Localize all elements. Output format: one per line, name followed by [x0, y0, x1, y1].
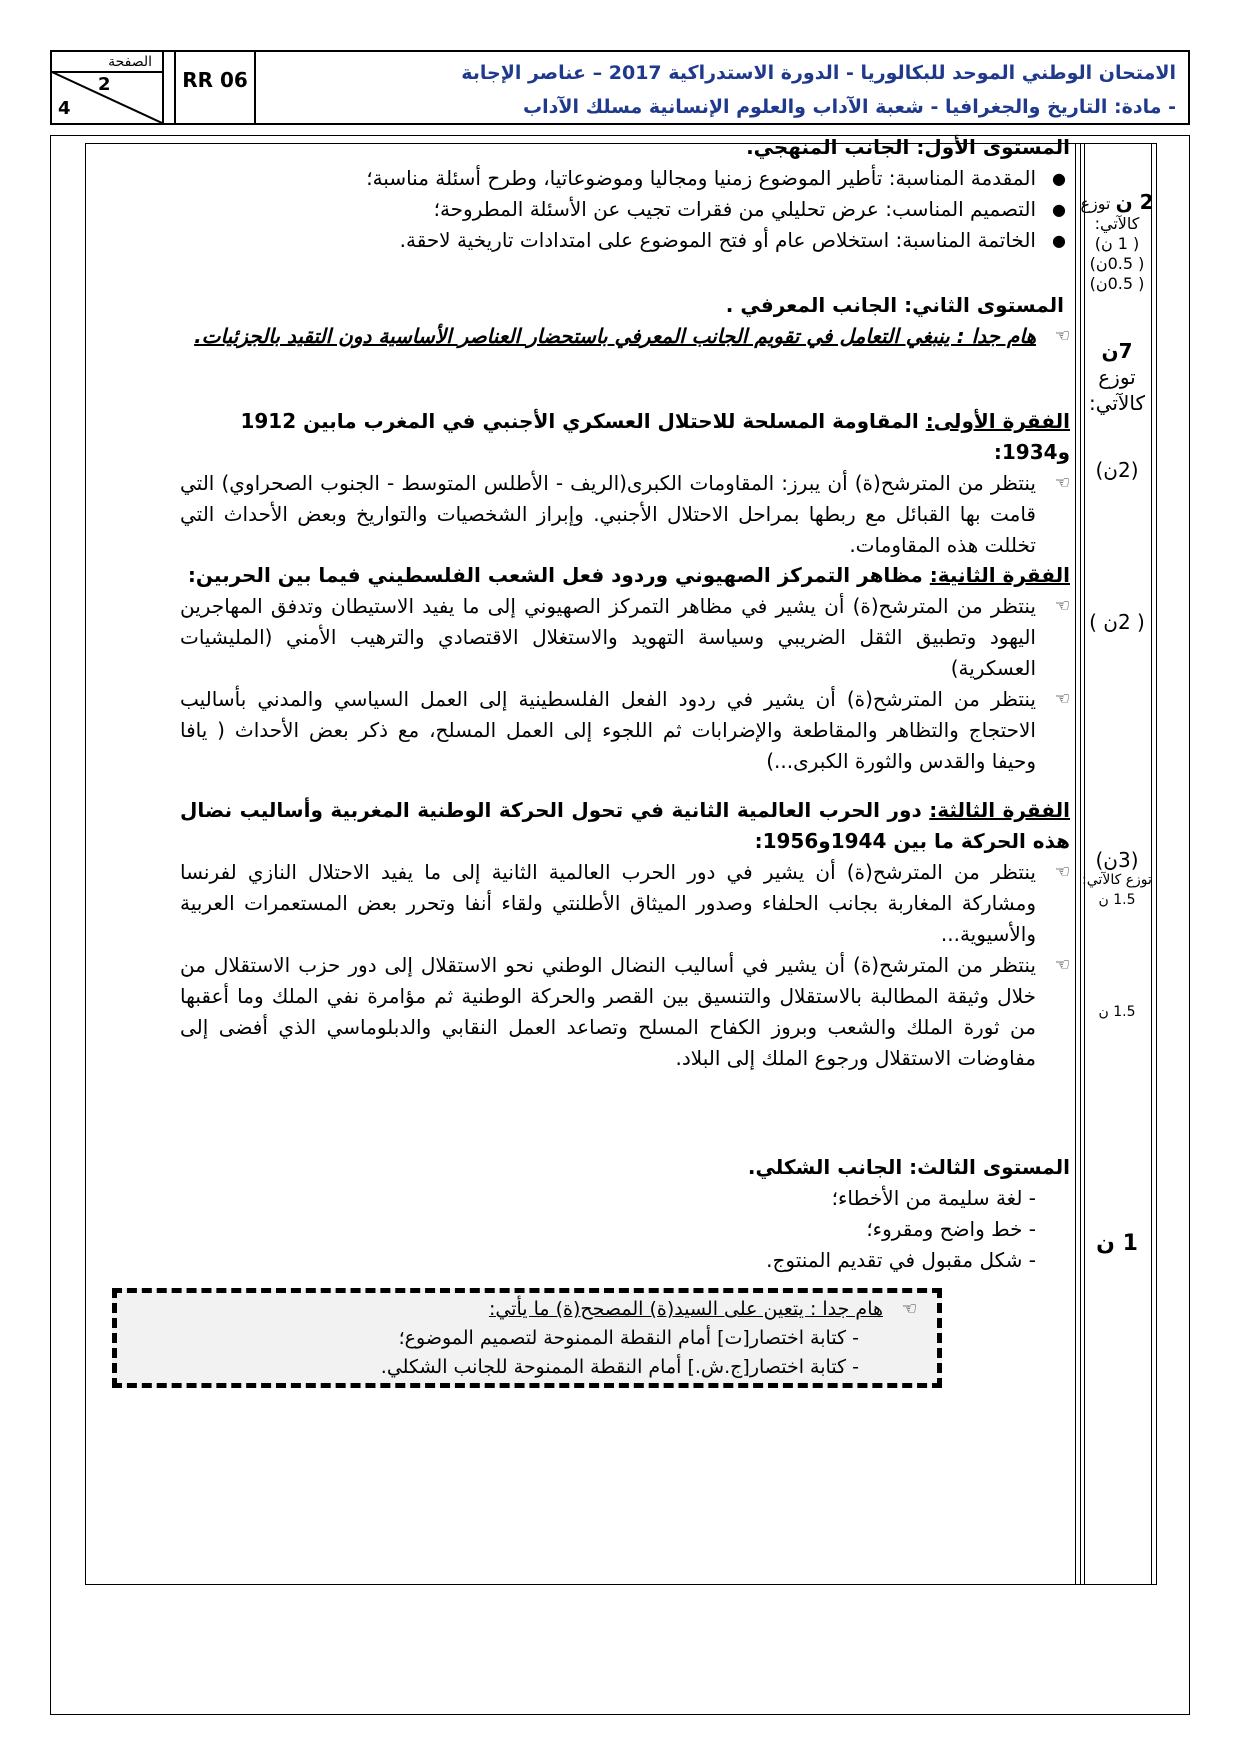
list-item: ● المقدمة المناسبة: تأطير الموضوع زمنيا ومجاليا وموضوعاتيا، وطرح أسئلة مناسبة؛ [180, 163, 1070, 194]
header-line-2: - مادة: التاريخ والجغرافيا - شعبة الآداب والعلوم الإنسانية مسلك الآداب [523, 96, 1176, 118]
list-item: ● الخاتمة المناسبة: استخلاص عام أو فتح الموضوع على امتدادات تاريخية لاحقة. [180, 225, 1070, 256]
score-level2-main: 7ن [1101, 339, 1133, 363]
score-level3: 1 ن [1096, 1231, 1138, 1256]
paragraph-2 [180, 560, 1070, 777]
p3-item-1: ☜ ينتظر من المترشح(ة) أن يشير في دور الحرب العالمية الثانية إلى ما يفيد الاحتلال النازي لفرنسا ومشاركة المغاربة بجانب الحلفاء وصدور الميثاق الأطلنتي ولقاء أنفا وتحرر بعض المستعمرات العربية والأسيوية... [180, 857, 1070, 950]
box-item: - كتابة اختصار[ت] أمام النقطة الممنوحة لتصميم الموضوع؛ [398, 1327, 859, 1349]
p2-item-1: ☜ ينتظر من المترشح(ة) أن يشير في مظاهر التمركز الصهيوني إلى ما يفيد الاستيطان وتدفق المهاجرين اليهود وتطبيق الثقل الضريبي وسياسة التهويد والاستغلال الاقتصادي والترهيب الأمني (المليشيات العسكرية) [180, 591, 1070, 684]
p3-title: الفقرة الثالثة: دور الحرب العالمية الثانية في تحول الحركة الوطنية المغربية وأساليب نضال هذه الحركة ما بين 1944و1956: [180, 798, 1070, 853]
box-item: - كتابة اختصار[ج.ش.] أمام النقطة الممنوحة للجانب الشكلي. [380, 1356, 859, 1378]
level2-header [180, 290, 1070, 352]
level2-note-text: هام جدا : ينبغي التعامل في تقويم الجانب المعرفي باستحضار العناصر الأساسية دون التقيد بالجزئيات. [194, 324, 1036, 348]
page-number: 2 [98, 74, 111, 95]
score-level2-dist: توزع كالآتي: [1089, 365, 1145, 415]
pointing-hand-icon: ☜ [1054, 862, 1070, 882]
score-level2 [1077, 338, 1157, 416]
pointing-hand-icon: ☜ [1054, 596, 1070, 616]
header-gap [162, 52, 174, 123]
score-p3-1: 1.5 ن [1098, 892, 1136, 908]
p1-text: ☜ ينتظر من المترشح(ة) أن يبرز: المقاومات الكبرى(الريف - الأطلس المتوسط - الجنوب الصحراوي) التي قامت بها القبائل مع ربطها بمراحل الاحتلال الأجنبي. وإبراز الشخصيات والتواريخ وبعض الأحداث التي تخللت هذه المقاومات. [180, 468, 1070, 561]
page-total: 4 [58, 98, 71, 119]
p1-title: الفقرة الأولى: المقاومة المسلحة للاحتلال العسكري الأجنبي في المغرب مابين 1912 و1934: [240, 409, 1070, 464]
list-item: - لغة سليمة من الأخطاء؛ [831, 1186, 1036, 1210]
level1-title: المستوى الأول: الجانب المنهجي. [746, 135, 1070, 159]
header-title [256, 52, 1188, 123]
pointing-hand-icon: ☜ [1054, 326, 1070, 346]
paragraph-1 [180, 406, 1070, 561]
score-p3 [1077, 850, 1157, 910]
p2-item-2: ☜ ينتظر من المترشح(ة) أن يشير في ردود الفعل الفلسطينية إلى العمل السياسي والمدني بأساليب الاحتجاج والتظاهر والمقاطعة والإضرابات ثم اللجوء إلى العمل المسلح، مع ذكر بعض الأحداث ( يافا وحيفا والقدس والثورة الكبرى...) [180, 684, 1070, 777]
pointing-hand-icon: ☜ [901, 1299, 917, 1319]
score-p3-dist: توزع كالآتي: [1082, 872, 1152, 888]
score-level1-main: 2 ن [1115, 190, 1154, 214]
pointing-hand-icon: ☜ [1054, 473, 1070, 493]
level1-section [180, 132, 1070, 256]
page-header [50, 50, 1190, 125]
score-level1-c: ( 0.5ن) [1089, 274, 1145, 293]
p3-item-2: ☜ ينتظر من المترشح(ة) أن يشير في أساليب النضال الوطني نحو الاستقلال إلى دور حزب الاستقلال من خلال وثيقة المطالبة بالاستقلال والتنسيق بين القصر والحركة الوطنية ثم مؤامرة نفي الملك وما أعقبها من ثورة الملك والشعب وبروز الكفاح المسلح وتصاعد العمل النقابي والدبلوماسي الذي أفضى إلى مفاوضات الاستقلال ورجوع الملك إلى البلاد. [180, 950, 1070, 1074]
level2-title: المستوى الثاني: الجانب المعرفي . [725, 293, 1064, 317]
score-level1-a: ( 1 ن) [1094, 234, 1140, 253]
header-line-1: الامتحان الوطني الموحد للبكالوريا - الدورة الاستدراكية 2017 – عناصر الإجابة [461, 62, 1176, 84]
page-number-box [52, 52, 162, 123]
p2-title: الفقرة الثانية: مظاهر التمركز الصهيوني وردود فعل الشعب الفلسطيني فيما بين الحربين: [187, 563, 1070, 587]
important-note-box [112, 1288, 942, 1388]
level3-title: المستوى الثالث: الجانب الشكلي. [747, 1155, 1070, 1179]
list-item: - شكل مقبول في تقديم المنتوج. [766, 1248, 1036, 1272]
score-p2: ( 2ن ) [1089, 610, 1145, 634]
list-item: - خط واضح ومقروء؛ [866, 1217, 1036, 1241]
score-level1-b: ( 0.5ن) [1089, 254, 1145, 273]
score-level1: 2 ن توزع كالآتي: ( 1 ن) ( 0.5ن) ( 0.5ن) [1077, 192, 1157, 294]
score-p3-main: (3ن) [1095, 848, 1139, 872]
exam-code: RR 06 [174, 52, 256, 123]
score-p3-2: 1.5 ن [1098, 1004, 1136, 1020]
pointing-hand-icon: ☜ [1054, 955, 1070, 975]
pointing-hand-icon: ☜ [1054, 689, 1070, 709]
box-title: ☜ هام جدا : يتعين على السيد(ة) المصحح(ة) ما يأتي: [137, 1295, 917, 1324]
paragraph-3 [180, 795, 1070, 1074]
page-label: الصفحة [108, 54, 152, 70]
score-p1: (2ن) [1095, 458, 1139, 482]
level3-section [180, 1152, 1070, 1276]
list-item: ● التصميم المناسب: عرض تحليلي من فقرات تجيب عن الأسئلة المطروحة؛ [180, 194, 1070, 225]
level2-note [180, 321, 1070, 352]
